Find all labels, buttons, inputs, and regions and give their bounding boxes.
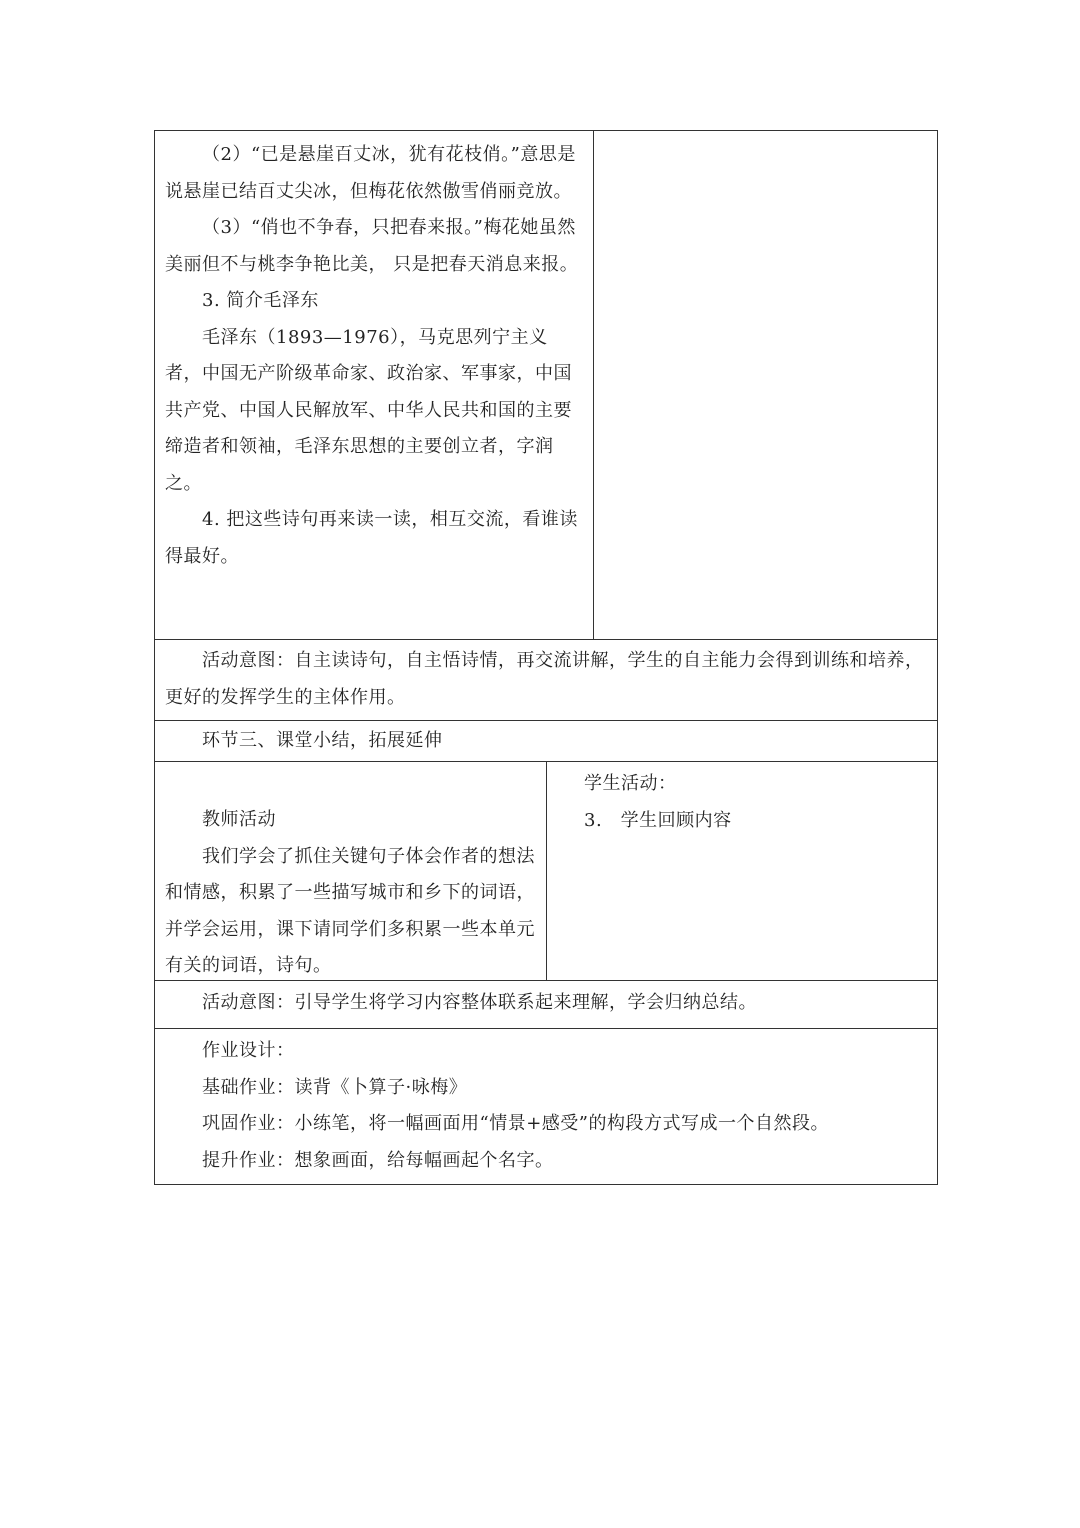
lesson-plan-table bbox=[154, 130, 938, 1185]
section-three-title: 环节三、课堂小结，拓展延伸 bbox=[202, 730, 443, 751]
table-row-activity-intent-2 bbox=[154, 981, 938, 1029]
reading-instruction: 4. 把这些诗句再来读一读，相互交流，看谁读得最好。 bbox=[165, 509, 578, 567]
teacher-activity-cell bbox=[155, 762, 547, 980]
explanation-line-2: （2）“已是悬崖百丈冰，犹有花枝俏。”意思是说悬崖已结百丈尖冰，但梅花依然傲雪俏丽竞放。 bbox=[165, 144, 576, 202]
activity-intent-2-cell bbox=[155, 981, 937, 1028]
homework-consolidation: 巩固作业：小练笔，将一幅画面用“情景+感受”的构段方式写成一个自然段。 bbox=[202, 1113, 829, 1134]
student-activity-item: 3. 学生回顾内容 bbox=[584, 809, 732, 831]
homework-heading: 作业设计： bbox=[202, 1040, 295, 1061]
homework-cell bbox=[155, 1029, 937, 1184]
mao-introduction: 毛泽东（1893—1976），马克思列宁主义者，中国无产阶级革命家、政治家、军事家，中国共产党、中国人民解放军、中华人民共和国的主要缔造者和领袖，毛泽东思想的主要创立者，字润之。 bbox=[165, 326, 572, 494]
activity-intent-2-text: 活动意图：引导学生将学习内容整体联系起来理解，学会归纳总结。 bbox=[202, 992, 757, 1013]
activity-intent-text: 活动意图：自主读诗句，自主悟诗情，再交流讲解，学生的自主能力会得到训练和培养，更好的发挥学生的主体作用。 bbox=[165, 650, 924, 708]
student-activity-cell bbox=[546, 762, 937, 980]
activity-intent-cell bbox=[155, 640, 937, 720]
student-activity-heading: 学生活动： bbox=[584, 773, 677, 794]
empty-right-cell bbox=[593, 131, 937, 639]
table-row-activities bbox=[154, 762, 938, 981]
teacher-activity-heading: 教师活动 bbox=[202, 809, 276, 830]
teacher-activity-text: 我们学会了抓住关键句子体会作者的想法和情感，积累了一些描写城市和乡下的词语，并学会运用，课下请同学们多积累一些本单元有关的词语，诗句。 bbox=[165, 845, 535, 976]
poem-explanation-cell bbox=[155, 131, 594, 639]
table-row-homework bbox=[154, 1029, 938, 1185]
section-three-cell bbox=[155, 721, 937, 761]
section-heading-mao: 3. 简介毛泽东 bbox=[202, 290, 319, 311]
homework-advanced: 提升作业：想象画面，给每幅画起个名字。 bbox=[202, 1149, 554, 1171]
table-row-activity-intent-1 bbox=[154, 640, 938, 721]
table-row-poem-explanation bbox=[154, 130, 938, 640]
table-row-section-three bbox=[154, 721, 938, 762]
explanation-line-3: （3）“俏也不争春，只把春来报。”梅花她虽然美丽但不与桃李争艳比美， 只是把春天消息来报。 bbox=[165, 217, 579, 275]
homework-basic: 基础作业：读背《卜算子·咏梅》 bbox=[202, 1076, 468, 1098]
